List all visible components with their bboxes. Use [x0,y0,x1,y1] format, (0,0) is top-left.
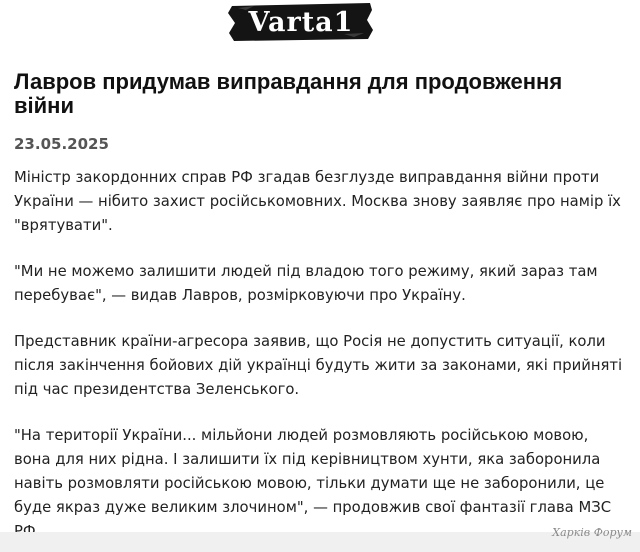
article-paragraph-3: Представник країни-агресора заявив, що Росія не допустить ситуації, коли після закінчення бойових дій українці будуть жити за законами, які прийняті під час президентства Зеленського. [14,333,623,398]
logo-graphic [226,0,376,42]
article-paragraph-4: "На території України... мільйони людей розмовляють російською мовою, вона для них рідна. І залишити їх під керівництвом хунти, яка заборонила навіть розмовляти російською мовою, тільки думати ще не заборонили, це буде якраз дуже великим злочином", — продовжив свої фантазії глава МЗС [14,427,612,516]
publish-date: 23.05.2025 [14,135,109,153]
footer-bar [0,532,640,552]
watermark: Харків Форум [552,526,632,539]
article-paragraph-2: "Ми не можемо залишити людей під владою того режиму, який зараз там перебуває", — видав Лавров, розмірковуючи про Україну. [14,263,598,304]
article-paragraph-1: Міністр закордонних справ РФ згадав безглузде виправдання війни проти України — нібито захист російськомовних. Москва знову заявляє про намір їх "врятувати". [14,169,621,234]
site-logo[interactable] [226,0,376,42]
logo-text: Varta1 [248,7,354,38]
article-title: Лавров придумав виправдання для продовження війни [14,69,563,118]
